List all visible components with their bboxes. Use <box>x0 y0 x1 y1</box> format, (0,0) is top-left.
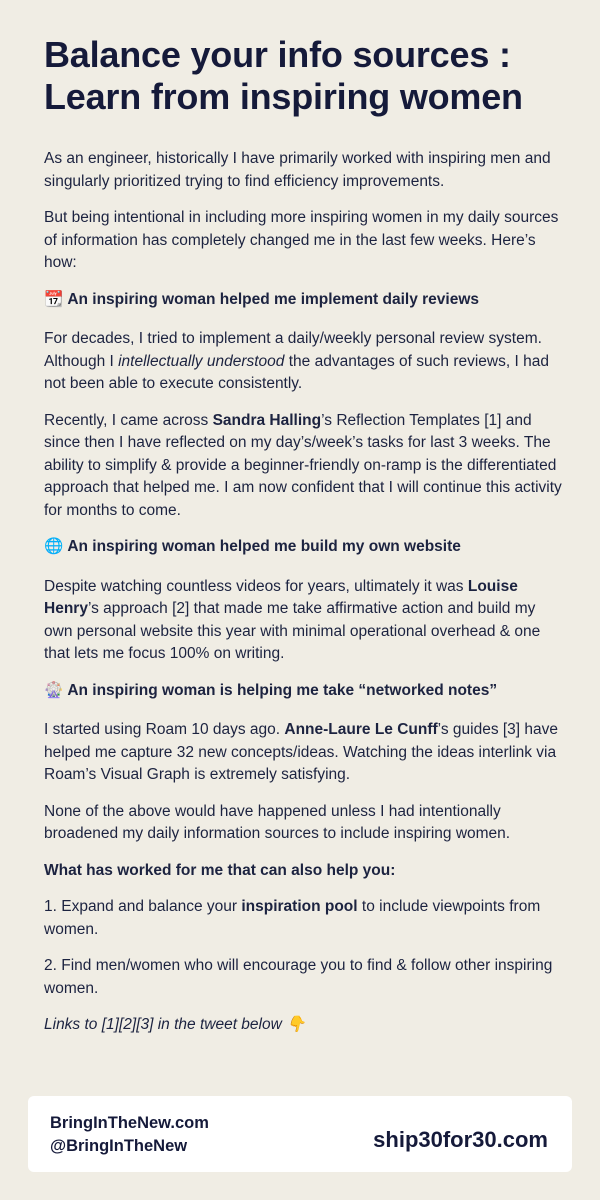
intro-paragraph-1: As an engineer, historically I have primarily worked with inspiring men and singularly prioritized trying to find efficiency improvements. <box>44 150 551 190</box>
text-run: the advantages of such reviews, I had not been able to execute consistently. <box>44 352 549 392</box>
text-run: For decades, I tried to implement a daily/weekly personal review system. Although I <box>44 330 542 370</box>
section-heading-text: An inspiring woman helped me build my own website <box>67 538 461 555</box>
tips-heading: What has worked for me that can also help you: <box>44 861 396 879</box>
conclusion-paragraph: None of the above would have happened unless I had intentionally broadened my daily information sources to include inspiring women. <box>44 802 511 842</box>
globe-icon: 🌐 <box>44 538 64 555</box>
intro-paragraph-2: But being intentional in including more inspiring women in my daily sources of information has completely changed me in the last few weeks. Here’s how: <box>44 209 559 271</box>
article <box>44 34 566 1051</box>
text-run: Recently, I came across <box>44 411 213 429</box>
text-run: Despite watching countless videos for years, ultimately it was <box>44 577 468 595</box>
section-heading-text: An inspiring woman helped me implement daily reviews <box>67 290 480 308</box>
links-note: Links to [1][2][3] in the tweet below 👇 <box>44 1016 306 1033</box>
person-name: Sandra Halling <box>212 411 322 429</box>
text-run: ’s approach [2] that made me take affirmative action and build my own personal website this year with minimal operational overhead & one that lets me focus 100% on writing. <box>44 600 541 662</box>
text-run: 1. Expand and balance your <box>44 898 242 915</box>
section-3-paragraph-1 <box>44 719 566 787</box>
section-1-paragraph-2 <box>44 410 566 523</box>
person-name: Louise Henry <box>44 577 518 617</box>
footer-handle[interactable]: @BringInTheNew <box>50 1137 188 1155</box>
person-name: Anne-Laure Le Cunff <box>284 721 438 738</box>
section-heading-networked-notes <box>44 680 566 703</box>
footer-card <box>28 1096 572 1172</box>
text-run: ’s Reflection Templates [1] and since then I have reflected on my day’s/week’s tasks for last 3 weeks. The ability to simplify & provide a beginner-friendly on-ramp is the differentiated approach that helped me. I am now confident that I will continue this activity for months to come. <box>44 411 562 519</box>
text-run: ’s guides [3] have helped me capture 32 new concepts/ideas. Watching the ideas interlink via Roam’s Visual Graph is extremely satisfying. <box>44 721 559 783</box>
footer-author <box>50 1112 209 1158</box>
emphasis-text: intellectually understood <box>118 352 285 370</box>
text-run: I started using Roam 10 days ago. <box>44 721 285 738</box>
page-title: Balance your info sources : Learn from inspiring women <box>44 34 523 117</box>
section-heading-text: An inspiring woman is helping me take “networked notes” <box>67 681 498 699</box>
ferris-wheel-icon: 🎡 <box>44 681 64 699</box>
text-run: to include viewpoints from women. <box>44 898 541 938</box>
bold-text: inspiration pool <box>241 898 358 915</box>
section-heading-daily-reviews <box>44 289 566 312</box>
section-2-paragraph-1 <box>44 576 566 666</box>
calendar-icon: 📆 <box>44 290 64 308</box>
section-1-paragraph-1 <box>44 328 566 396</box>
section-heading-website <box>44 536 566 559</box>
tip-item-2: 2. Find men/women who will encourage you to find & follow other inspiring women. <box>44 957 553 997</box>
tip-item-1 <box>44 896 566 941</box>
footer-brand[interactable]: ship30for30.com <box>373 1127 548 1152</box>
footer-site-link[interactable]: BringInTheNew.com <box>50 1114 209 1132</box>
